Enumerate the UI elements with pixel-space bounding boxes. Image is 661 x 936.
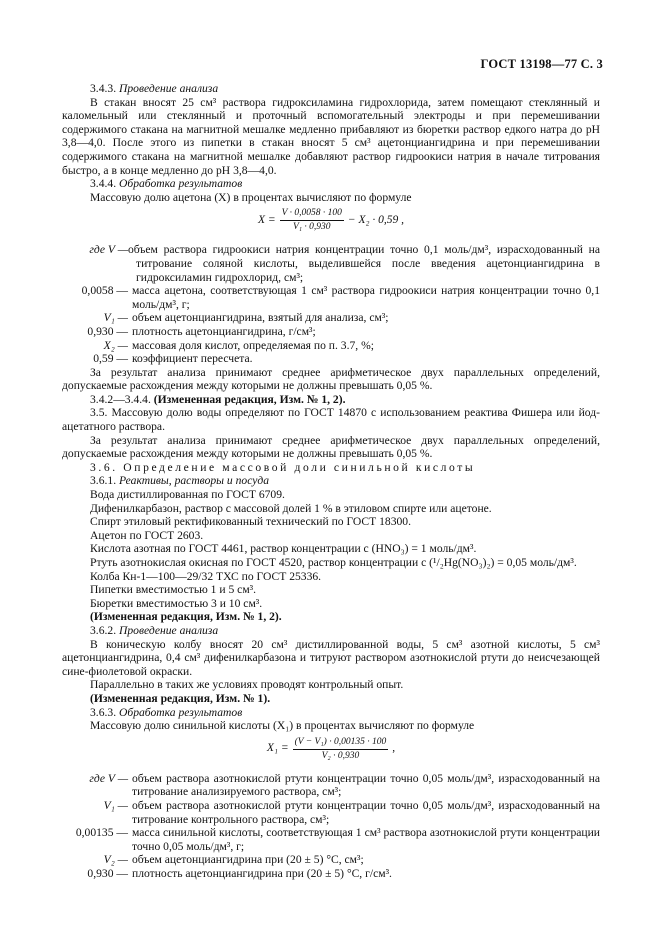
control-experiment-text: Параллельно в таких же условиях проводят контрольный опыт. — [90, 678, 404, 692]
formula-hydrocyanic-acid — [62, 737, 600, 767]
definition-item: X₂ — массовая доля кислот, определяемая по п. 3.7, %; — [103, 338, 374, 352]
reagent-item: Колба Кн-1—100—29/32 ТХС по ГОСТ 25336. — [90, 569, 322, 583]
formula-1-denominator: V₁ · 0,930 — [292, 222, 331, 233]
amendment-note-1: 3.4.2—3.4.4. (Измененная редакция, Изм. № 1, 2). — [90, 392, 346, 406]
formula-2-denominator: V₂ · 0,930 — [321, 750, 360, 761]
definition-item: 0,59 — коэффициент пересчета. — [93, 352, 253, 366]
result-paragraph-2: За результат анализа принимают среднее арифметическое двух параллельных определений, допускаемые расхождения между которыми не должны превышать 0,05 %. — [62, 433, 600, 461]
section-3-6-heading: 3.6. Определение массовой доли синильной кислоты — [90, 460, 476, 474]
reagent-item: Ртуть азотнокислая окисная по ГОСТ 4520, раствор концентрации с (¹/₂Hg(NO₃)₂) = 0,05 моль/дм³. — [90, 556, 577, 569]
section-3-6-2-text: В коническую колбу вносят 20 см³ дистиллированной воды, 5 см³ азотной кислоты, 5 см³ ацетонциангидрина, 0,4 см³ дифенилкарбазона и титруют раствором азотнокислой ртути до неисчезающей сине-фиолетовой окраски. — [62, 637, 600, 678]
section-3-4-4-heading: 3.4.4. Обработка результатов — [90, 177, 243, 191]
formula-2-lhs: X₁ = — [266, 742, 289, 755]
reagent-item: Ацетон по ГОСТ 2603. — [90, 528, 204, 542]
reagent-item: Бюретки вместимостью 3 и 10 см³. — [90, 596, 263, 610]
formula-1-tail: − X₂ · 0,59 , — [347, 214, 405, 227]
reagent-item: Вода дистиллированная по ГОСТ 6709. — [90, 488, 285, 502]
definition-item: 0,0058 — масса ацетона, соответствующая 1 см³ раствора гидроокиси натрия концентрации точно 0,1 моль/дм³, г; — [81, 284, 600, 311]
definition-item: V₁ — объем раствора азотнокислой ртути концентрации точно 0,05 моль/дм³, израсходованный на титрование контрольного раствора, см³; — [103, 798, 600, 826]
definition-item: V₂ — объем ацетонциангидрина при (20 ± 5) °С, см³; — [103, 853, 364, 867]
formula-1-numerator: V · 0,0058 · 100 — [280, 208, 344, 221]
section-3-5-text: 3.5. Массовую долю воды определяют по ГОСТ 14870 с использованием реактива Фишера или йод-ацетатного раствора. — [62, 406, 600, 434]
formula-2-tail: , — [392, 742, 396, 755]
formula-acetone — [62, 208, 600, 238]
document-body — [62, 82, 600, 880]
section-3-6-1-heading: 3.6.1. Реактивы, растворы и посуда — [90, 474, 270, 488]
section-3-4-3-heading: 3.4.3. Проведение анализа — [90, 82, 219, 95]
amendment-note-2: (Измененная редакция, Изм. № 1, 2). — [90, 610, 282, 624]
formula-2-intro: Массовую долю синильной кислоты (X₁) в процентах вычисляют по формуле — [90, 719, 475, 733]
formula-1-fraction — [280, 208, 344, 233]
formula-2-numerator: (V − V₁) · 0,00135 · 100 — [293, 737, 389, 750]
formula-1-lhs: X = — [257, 214, 276, 227]
definition-item: 0,930 — плотность ацетонциангидрина, г/см³; — [87, 324, 316, 338]
section-3-4-3-text: В стакан вносят 25 см³ раствора гидроксиламина гидрохлорида, затем помещают стеклянный и каломельный или стеклянный и проточный вспомогательный электроды и при перемешивании содержимого стакана на магнитной мешалке медленно прибавляют из бюретки раствор едкого натра до рН 3,8—4,0. После этого из пипетки в стакан вносят 5 см³ ацетонциангидрина и при перемешивании содержимого стакана на магнитной мешалке добавляют раствор гидроокиси натрия в начале титрования быстро, а в конце медленно до рН 3,8—4,0. — [62, 95, 600, 177]
definition-item: где V — объем раствора азотнокислой ртути концентрации точно 0,05 моль/дм³, израсходованный на титрование анализируемого раствора, см³; — [89, 771, 600, 799]
result-paragraph-1: За результат анализа принимают среднее арифметическое двух параллельных определений, допускаемые расхождения между которыми не должны превышать 0,05 %. — [62, 365, 600, 393]
section-3-6-2-heading: 3.6.2. Проведение анализа — [90, 623, 219, 637]
reagent-item: Пипетки вместимостью 1 и 5 см³. — [90, 583, 257, 597]
formula-2-fraction — [293, 737, 389, 762]
reagent-item: Дифенилкарбазон, раствор с массовой долей 1 % в этиловом спирте или ацетоне. — [90, 501, 492, 515]
definition-item: V₁ — объем ацетонциангидрина, взятый для анализа, см³; — [103, 311, 389, 325]
definition-item: 0,00135 — масса синильной кислоты, соответствующая 1 см³ раствора азотнокислой ртути концентрации точно 0,05 моль/дм³, г; — [75, 826, 600, 853]
reagent-item: Спирт этиловый ректификованный технический по ГОСТ 18300. — [90, 515, 412, 529]
amendment-note-3: (Измененная редакция, Изм. № 1). — [90, 691, 271, 705]
definition-item: 0,930 — плотность ацетонциангидрина при (20 ± 5) °С, г/см³. — [87, 866, 392, 880]
reagent-item: Кислота азотная по ГОСТ 4461, раствор концентрации с (HNO₃) = 1 моль/дм³. — [90, 542, 477, 556]
definition-item: где V — объем раствора гидроокиси натрия концентрации точно 0,1 моль/дм³, израсходованный на титрование соляной кислоты, выделившейся после введения ацетонциангидрина в гидроксиламин гидрохлорид, см³; — [89, 243, 600, 284]
section-3-6-3-heading: 3.6.3. Обработка результатов — [90, 705, 243, 719]
formula-1-intro: Массовую долю ацетона (X) в процентах вычисляют по формуле — [90, 190, 412, 204]
page-header: ГОСТ 13198—77 С. 3 — [480, 57, 603, 71]
